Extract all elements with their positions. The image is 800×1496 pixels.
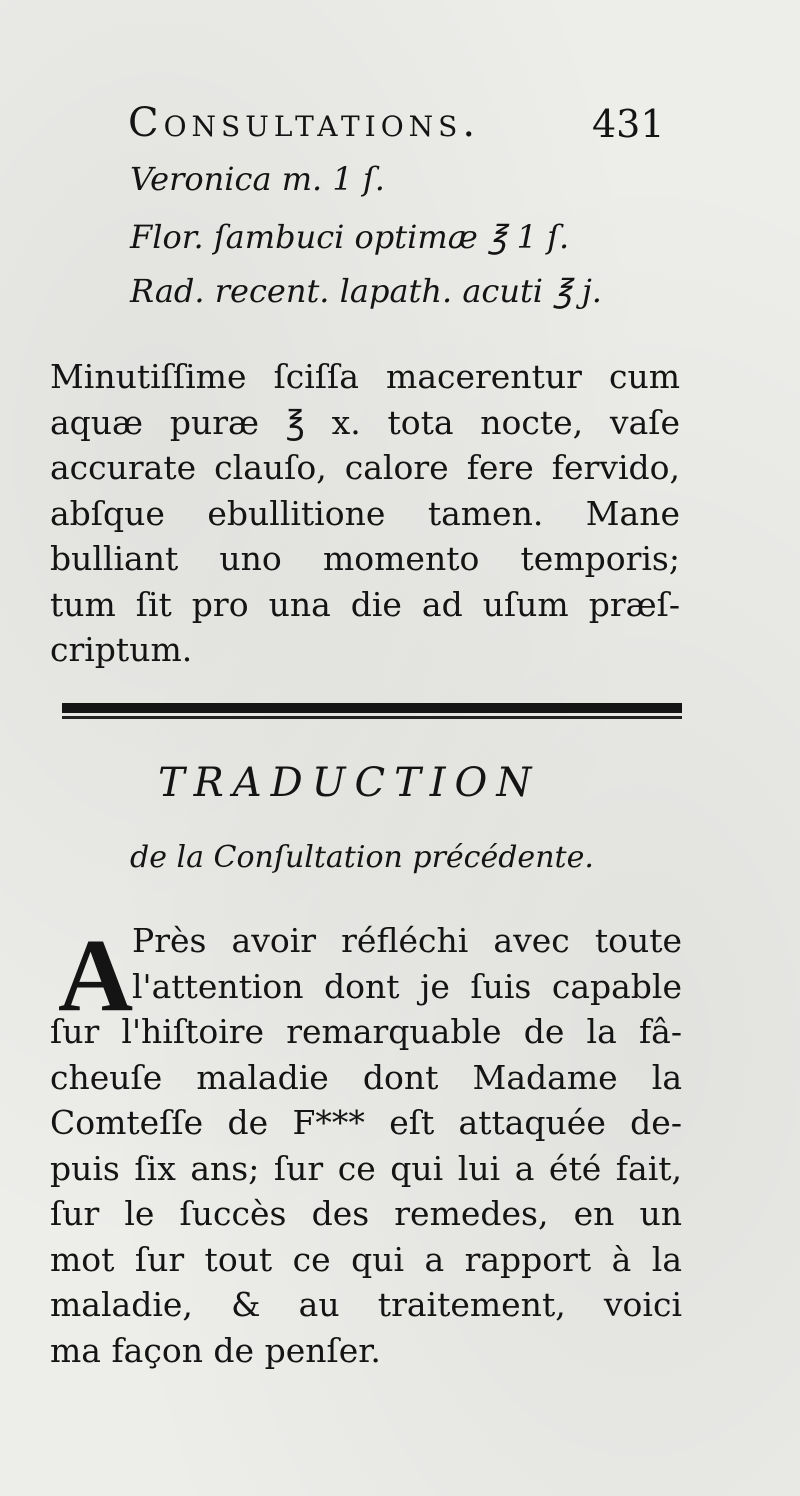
translation-subheading: de la Conſultation précédente. <box>130 840 594 875</box>
text-line: puis ſix ans; ſur ce qui lui a été fait, <box>50 1148 682 1188</box>
text-line: tum ſit pro una die ad uſum præſ- <box>50 584 680 624</box>
section-rule-thin <box>62 716 682 719</box>
recipe-line: Veronica m. 1 ſ. <box>130 160 385 198</box>
text-line: Près avoir réfléchi avec toute <box>132 921 682 960</box>
recipe-line: Rad. recent. lapath. acuti ℥ j. <box>130 272 602 310</box>
text-line: bulliant uno momento temporis; <box>50 539 680 578</box>
latin-paragraph <box>50 354 680 673</box>
text-line: l'attention dont je ſuis capable <box>132 966 682 1006</box>
text-line: mot ſur tout ce qui a rapport à la <box>50 1239 682 1279</box>
running-head: Consultations. <box>128 100 481 146</box>
text-line: Comteſſe de F*** eſt attaquée de- <box>50 1103 682 1142</box>
drop-cap: A <box>58 918 134 1033</box>
text-line: aquæ puræ ℥ x. tota nocte, vaſe <box>50 402 680 442</box>
recipe-line: Flor. ſambuci optimæ ℥ 1 ſ. <box>130 218 570 256</box>
translation-heading: TRADUCTION <box>158 760 541 806</box>
section-rule <box>62 703 682 713</box>
text-line: abſque ebullitione tamen. Mane <box>50 493 680 533</box>
text-line: cheuſe maladie dont Madame la <box>50 1057 682 1097</box>
text-line: criptum. <box>50 630 193 669</box>
french-paragraph <box>50 918 682 1373</box>
text-line: ſur le ſuccès des remedes, en un <box>50 1194 682 1233</box>
text-line: Minutiſſime ſciſſa macerentur cum <box>50 357 680 396</box>
page-number: 431 <box>592 102 665 146</box>
text-line: ſur l'hiſtoire remarquable de la fâ- <box>50 1012 682 1051</box>
text-line: maladie, & au traitement, voici <box>50 1285 682 1324</box>
text-line: ma façon de penſer. <box>50 1330 381 1370</box>
text-line: accurate clauſo, calore fere fervido, <box>50 448 680 487</box>
